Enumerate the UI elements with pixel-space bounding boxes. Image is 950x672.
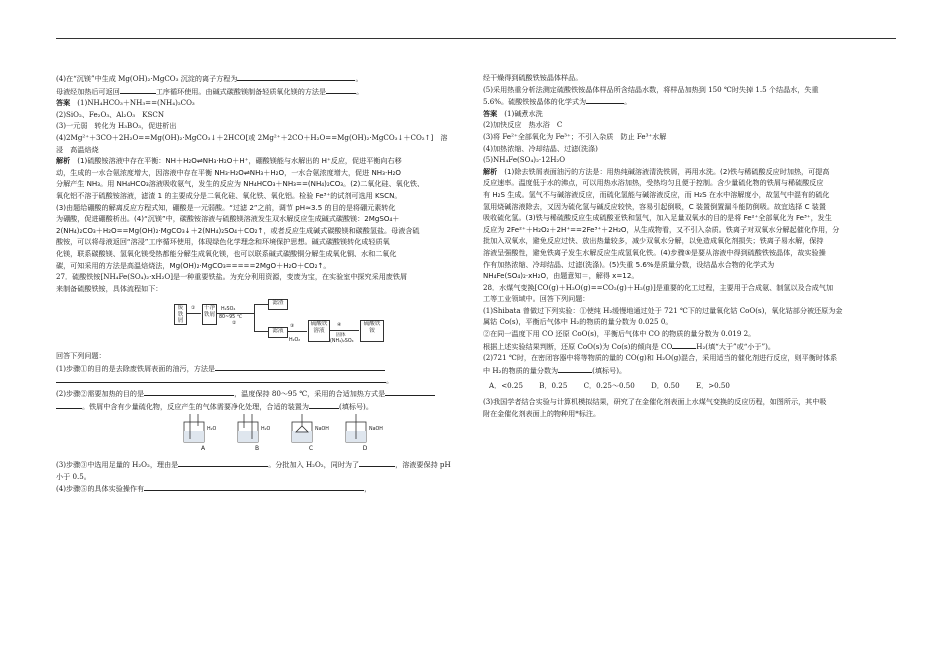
flow-reagent-label: H₂SO₄ xyxy=(221,307,236,313)
analysis-line: 分解产生 NH₃。用 NH₄HCO₃溶液吸收氨气，发生的反应为 NH₄HCO₃＋NH₃==(NH₄)₂CO₃。(2)二氧化硅、氧化铁、 xyxy=(56,179,425,189)
analysis-line: 解析 (1)除去铁屑表面油污的方法是：用热纯碱溶液清洗铁屑，再用水洗。(2)铁与稀硫酸反应时加热，可提高 xyxy=(483,166,830,176)
left-column xyxy=(56,72,464,495)
option-a[interactable]: A．<0.25 xyxy=(489,381,523,391)
process-flowchart xyxy=(56,296,464,346)
q27-4-cont: 经干燥得到硫酸铁铵晶体样品。 xyxy=(483,73,583,82)
flow-box-clean-iron: 干净铁屑 xyxy=(202,304,217,325)
analysis-line: 溶液呈强酸性，避免铁离子发生水解反应生成氢氧化铁。(4)步骤⑤是要从溶液中得到硫酸铁铵晶体，故实验操 xyxy=(483,247,826,257)
answer-blank[interactable] xyxy=(385,387,435,396)
analysis-block xyxy=(56,155,464,271)
analysis-line: (3)由题给硼酸的解离反应方程式知，硼酸是一元弱酸。“过滤 2”之前，调节 pH≈3.5 的目的是将硼元素转化 xyxy=(56,202,396,212)
option-d[interactable]: D．0.50 xyxy=(651,381,680,391)
flow-arrow xyxy=(329,330,359,331)
analysis-line: 有 H₂S 生成。氢气不与碱溶液反应，而硫化氢能与碱溶液反应，而 H₂S 在水中溶解度小，故氢气中混有的硫化 xyxy=(483,189,830,199)
right-column xyxy=(483,72,895,419)
flow-arrow xyxy=(254,331,268,332)
analysis-line: 为硼酸，促进硼酸析出。(4)“沉镁”中，碳酸铵溶液与硫酸镁溶液发生双水解反应生成碱式碳酸镁：2MgSO₄＋ xyxy=(56,214,400,224)
answer-blank[interactable] xyxy=(215,362,385,371)
analysis-line: 反应为 2Fe²⁺＋H₂O₂＋2H⁺==2Fe³⁺＋2H₂O，从生成物看，又不引入杂质。铁离子对双氧水分解起催化作用，分 xyxy=(483,224,840,234)
answer-2: (2)SiO₂、Fe₂O₃、Al₂O₃ KSCN xyxy=(56,109,165,119)
analysis-block xyxy=(483,166,895,282)
answer-blank[interactable] xyxy=(558,364,592,373)
option-label: A xyxy=(200,444,206,452)
flow-temp-label: 80~95 ℃ xyxy=(219,315,243,321)
q27-5-cont: 5.6%。硫酸铁铵晶体的化学式为 。 xyxy=(483,97,632,107)
bottle-icon xyxy=(234,414,280,446)
q28-intro-cont: 工等工业领域中。回答下列问题： xyxy=(483,294,590,304)
q28-intro: 28．水煤气变换[CO(g)＋H₂O(g)==CO₂(g)＋H₂(g)]是重要的化工过程，主要用于合成氨、制氢以及合成气加 xyxy=(483,282,834,292)
flow-arrow xyxy=(186,313,201,314)
option-c[interactable]: C．0.25～0.50 xyxy=(583,381,635,391)
flow-step-label: ① xyxy=(191,306,196,312)
q27-intro: 27．硫酸铁铵[NH₄Fe(SO₄)₂·xH₂O]是一种重要铁盐。为充分利用资源，变废为宝，在实验室中探究采用废铁屑 xyxy=(56,272,408,282)
q28-2-cont: 中 H₂的物质的量分数为 (填标号)。 xyxy=(483,365,627,375)
option-e[interactable]: E．>0.50 xyxy=(695,381,730,391)
answer-3: (3)一元弱 转化为 H₃BO₃，促进析出 xyxy=(56,121,177,131)
flow-step-label: ③ xyxy=(290,324,295,330)
q28-1: (1)Shibata 曾做过下列实验：①使纯 H₂缓慢地通过处于 721 ℃下的过量氧化钴 CoO(s)，氧化钴部分被还原为金 xyxy=(483,305,843,315)
answer-heading: 答案 (1)NH₄HCO₃＋NH₃==(NH₄)₂CO₃ xyxy=(56,98,195,108)
q28-1-question: 根据上述实验结果判断，还原 CoO(s)为 Co(s)的倾向是 CO H₂(填“大于”或“小于”)。 xyxy=(483,341,775,351)
answer-5: (5)NH₄Fe(SO₄)₂·12H₂O xyxy=(483,155,566,165)
answer-blank[interactable] xyxy=(120,85,156,94)
analysis-line: 氢用烧碱溶液除去，又因为硫化氢与碱反应较快，容易引起倒吸，C 装置倒置漏斗能防倒吸。故宜选择 C 装置 xyxy=(483,201,826,211)
q27-1-cont: 。 xyxy=(56,374,464,387)
q27-intro-cont: 来制备硫酸铁铵，具体流程如下： xyxy=(56,283,163,293)
option-label: B xyxy=(254,444,260,452)
flow-step-label: ② xyxy=(232,321,237,327)
flow-box-ferric-sulfate: 硫酸铁溶液 xyxy=(308,320,330,342)
q28-2: (2)721 ℃时，在密闭容器中将等物质的量的 CO(g)和 H₂O(g)混合，采用适当的催化剂进行反应，则平衡时体系 xyxy=(483,353,838,363)
answer-4-cont: 浸 高温焙烧 xyxy=(56,144,99,154)
analysis-line: 反应速率。温度低于水的沸点，可以用热水浴加热，受热均匀且便于控制。含少量硫化物的铁屑与稀硫酸反应 xyxy=(483,178,824,188)
answer-heading: 答案 (1)碱煮水洗 xyxy=(483,108,543,118)
apparatus-b xyxy=(234,414,280,454)
flow-reagent-label: (NH₄)₂SO₄ xyxy=(330,339,354,345)
analysis-line: 碳，可知采用的方法是高温焙烧法，Mg(OH)₂·MgCO₃=====2MgO＋H₂O＋CO₂↑。 xyxy=(56,260,331,270)
apparatus-c xyxy=(288,414,334,454)
q4-prompt-2: 母液经加热后可返回 工序循环使用。由碱式碳酸镁制备轻质氧化镁的方法是 。 xyxy=(56,86,364,96)
reagent-label: NaOH xyxy=(315,427,329,433)
flow-arrow xyxy=(254,304,268,305)
reagent-label: H₂O xyxy=(207,427,217,433)
answer-blank[interactable] xyxy=(178,458,268,467)
answer-prompt: 回答下列问题： xyxy=(56,351,106,361)
flow-box-residue: 滤渣 xyxy=(268,299,288,310)
q27-2-cont: 。铁屑中含有少量硫化物，反应产生的气体需要净化处理，合适的装置为 (填标号)。 xyxy=(56,400,464,413)
apparatus-a xyxy=(180,414,226,454)
answer-blank[interactable] xyxy=(326,85,356,94)
answer-2: (2)加快反应 热水浴 C xyxy=(483,120,563,130)
flow-box-filtrate: 滤液 xyxy=(268,327,288,338)
flow-arrow xyxy=(287,331,307,332)
answer-4: (4)加热浓缩、冷却结晶、过滤(洗涤) xyxy=(483,143,598,153)
analysis-line: 化镁，联系碳酸镁、氢氧化镁受热都能分解生成氧化镁，也可以联系碱式碳酸铜分解生成氧化铜、水和二氧化 xyxy=(56,248,397,258)
q28-1-exp2: ②在同一温度下用 CO 还原 CoO(s)，平衡后气体中 CO 的物质的量分数为 0.019 2。 xyxy=(483,329,756,339)
reagent-label: NaOH xyxy=(369,427,383,433)
option-b[interactable]: B．0.25 xyxy=(539,381,568,391)
apparatus-d xyxy=(342,414,388,454)
q27-3: (3)步骤③中选用足量的 H₂O₂，理由是 。分批加入 H₂O₂，同时为了 ，溶液要保持 pH xyxy=(56,460,451,470)
flow-reagent-label: H₂O₂ xyxy=(289,338,301,344)
q4-prompt: (4)在“沉镁”中生成 Mg(OH)₂·MgCO₃ 沉淀的离子方程为 。 xyxy=(56,74,363,83)
bottle-icon xyxy=(180,414,226,446)
q27-2: (2)步骤②需要加热的目的是 ，温度保持 80～95 ℃，采用的合适加热方式是 xyxy=(56,387,464,400)
analysis-line: 吸收硫化氢。(3)铁与稀硫酸反应生成硫酸亚铁和氢气，加入足量双氧水的目的是将 Fe²⁺全部氧化为 Fe³⁺，发生 xyxy=(483,213,832,223)
option-label: C xyxy=(308,444,314,452)
q28-3-cont: 附在金催化剂表面上的物种用*标注。 xyxy=(483,408,601,418)
answer-blank[interactable] xyxy=(237,72,355,81)
analysis-line: 2(NH₄)₂CO₃＋H₂O==Mg(OH)₂·MgCO₃↓＋2(NH₄)₂SO₄＋CO₂↑，或者反应生成碱式碳酸镁和碳酸氢盐。母液含硫 xyxy=(56,225,420,235)
answer-blank[interactable] xyxy=(672,340,696,349)
option-label: D xyxy=(362,444,368,452)
answer-4: (4)2Mg²⁺＋3CO＋2H₂O==Mg(OH)₂·MgCO₃↓＋2HCO[或 2Mg²⁺＋2CO＋H₂O==Mg(OH)₂·MgCO₃↓＋CO₂↑] 溶 xyxy=(56,132,448,142)
flow-step-label: ④ xyxy=(337,323,342,329)
q28-2-options xyxy=(483,380,895,392)
analysis-line: 动，生成的一水合氨浓度增大，因溶液中存在平衡 NH₃·H₂O⇌NH₃＋H₂O，一水合氨浓度增大，促进 NH₃·H₂O xyxy=(56,167,401,177)
answer-blank[interactable] xyxy=(56,400,82,409)
q27-1: (1)步骤①的目的是去除废铁屑表面的油污，方法是 xyxy=(56,362,464,375)
q27-5: (5)采用热重分析法测定硫酸铁铵晶体样品所含结晶水数，将样品加热到 150 ℃时失掉 1.5 个结晶水，失重 xyxy=(483,84,819,94)
flow-box-waste: 废铁屑 xyxy=(174,304,187,325)
reagent-label: H₂O xyxy=(261,427,271,433)
answer-blank[interactable] xyxy=(56,374,386,383)
answer-blank[interactable] xyxy=(309,400,339,409)
analysis-line: 批加入双氧水，避免反应过快、放出热量较多，减少双氧水分解，以免造成氧化剂损失；铁离子易水解，保持 xyxy=(483,236,824,246)
analysis-line: 作有加热浓缩、冷却结晶、过滤(洗涤)。(5)失重 5.6%是质量分数，设结晶水合物的化学式为 xyxy=(483,259,775,269)
answer-blank[interactable] xyxy=(359,458,395,467)
q28-1-cont: 属钴 Co(s)，平衡后气体中 H₂的物质的量分数为 0.025 0。 xyxy=(483,317,673,327)
q27-3-cont: 小于 0.5。 xyxy=(56,471,91,481)
analysis-line: 酸铵，可以将母液返回“溶浸”工序循环使用，体现绿色化学理念和环境保护思想。碱式碳酸镁转化成轻质氧 xyxy=(56,237,390,247)
answer-blank[interactable] xyxy=(586,95,624,104)
header-rule xyxy=(56,38,896,39)
answer-blank[interactable] xyxy=(144,482,364,491)
q27-4: (4)步骤⑤的具体实验操作有 ， xyxy=(56,484,372,494)
flow-box-product: 硫酸铁铵 xyxy=(360,320,384,342)
answer-3: (3)将 Fe²⁺全部氧化为 Fe³⁺；不引入杂质 防止 Fe³⁺水解 xyxy=(483,131,667,141)
analysis-line: 解析 (1)硫酸铵溶液中存在平衡：NH＋H₂O⇌NH₃·H₂O＋H⁺，硼酸镁能与水解出的 H⁺反应，促进平衡向右移 xyxy=(56,156,402,166)
analysis-line: 氧化铝不溶于硫酸铵溶液，滤渣 1 的主要成分是二氧化硅、氧化铁、氧化铝。检验 Fe³⁺的试剂可选用 KSCN。 xyxy=(56,190,402,200)
analysis-line: NH₄Fe(SO₄)₂·xH₂O，由题意知＝，解得 x=12。 xyxy=(483,271,639,281)
q28-3: (3)我国学者结合实验与计算机模拟结果，研究了在金催化剂表面上水煤气变换的反应历程，如图所示，其中吸 xyxy=(483,397,827,407)
flow-branch xyxy=(254,304,255,331)
answer-blank[interactable] xyxy=(144,387,234,396)
flow-solid-label: 固体 xyxy=(336,333,346,339)
apparatus-figure xyxy=(56,414,464,456)
